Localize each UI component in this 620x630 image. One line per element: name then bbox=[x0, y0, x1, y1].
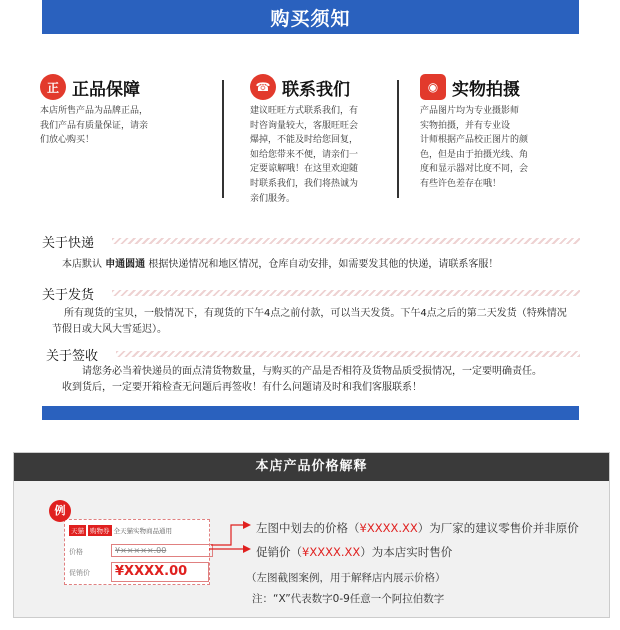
note1-pre: 左图中划去的价格（ bbox=[256, 521, 360, 535]
feature-columns bbox=[40, 72, 580, 210]
section-text-shipping-2: 节假日或大风大雪延迟）。 bbox=[52, 324, 167, 335]
section-stripe bbox=[116, 351, 580, 357]
example-original-price: ¥×××××.00 bbox=[115, 546, 167, 555]
example-price-label: 价格 bbox=[69, 548, 83, 556]
page-title: 购买须知 bbox=[270, 8, 351, 30]
note1-price: ¥XXXX.XX bbox=[359, 521, 418, 535]
column-contact bbox=[250, 72, 410, 210]
price-panel-title: 本店产品价格解释 bbox=[14, 453, 609, 481]
purchase-notice-banner bbox=[42, 0, 579, 34]
column-genuine bbox=[40, 72, 210, 210]
camera-icon: ◉ bbox=[420, 74, 446, 100]
phone-icon: ☎ bbox=[250, 74, 276, 100]
price-note-digit: 注：“X”代表数字0-9任意一个阿拉伯数字 bbox=[252, 593, 445, 605]
price-explanation-panel bbox=[13, 452, 610, 618]
column-photo bbox=[420, 72, 580, 210]
column-title-genuine: 正品保障 bbox=[72, 79, 140, 100]
column-text-photo: 产品图片均为专业摄影师 实物拍摄，并有专业设 计师根据产品校正图片的颜 色，但是由于拍摄光线、角 度和显示器对比度不同，会 有些许色差存在哦！ bbox=[420, 106, 529, 189]
express-carriers: 申通圆通 bbox=[105, 259, 146, 270]
price-note-original bbox=[256, 520, 579, 536]
section-text-receipt-2: 收到货后，一定要开箱检查无问题后再签收！有什么问题请及时和我们客服联系！ bbox=[62, 382, 422, 393]
coupon-tag: 购物券 bbox=[90, 527, 110, 535]
example-store-note: 全天猫实物商品通用 bbox=[113, 527, 172, 535]
price-note-promo bbox=[256, 544, 452, 560]
section-title-express: 关于快递 bbox=[42, 236, 95, 251]
section-title-shipping: 关于发货 bbox=[42, 288, 95, 303]
note2-price: ¥XXXX.XX bbox=[302, 545, 361, 559]
section-text-receipt-1: 请您务必当着快递员的面点清货物数量，与购买的产品是否相符及货物品质受损情况，一定要明确责任。 bbox=[82, 366, 542, 377]
highlight-promo-price bbox=[111, 562, 209, 582]
price-example-card bbox=[64, 519, 210, 585]
express-text-post: 根据快递情况和地区情况，仓库自动安排，如需要发其他的快递，请联系客服！ bbox=[145, 259, 499, 270]
column-title-photo: 实物拍摄 bbox=[452, 79, 520, 100]
genuine-badge-icon: 正 bbox=[40, 74, 66, 100]
column-divider bbox=[397, 80, 399, 198]
tmall-tag: 天猫 bbox=[71, 527, 84, 535]
column-title-contact: 联系我们 bbox=[282, 79, 350, 100]
example-promo-price: ¥XXXX.00 bbox=[115, 564, 188, 579]
section-divider-bar bbox=[42, 406, 579, 420]
example-badge: 例 bbox=[49, 500, 71, 522]
section-stripe bbox=[112, 290, 580, 296]
express-text-pre: 本店默认 bbox=[62, 259, 106, 270]
section-title-receipt: 关于签收 bbox=[46, 349, 99, 364]
highlight-original-price bbox=[111, 544, 213, 557]
column-text-contact: 建议旺旺方式联系我们，有 时咨询量较大，客服旺旺会 爆掉，不能及时给您回复， 如给您带来不便，请亲们一 定要谅解哦！在这里欢迎随 时联系我们，我们将热诚为 亲们服务。 bbox=[250, 106, 359, 204]
note2-pre: 促销价（ bbox=[256, 545, 302, 559]
column-divider bbox=[222, 80, 224, 198]
example-tag-row bbox=[69, 525, 172, 536]
note2-post: ）为本店实时售价 bbox=[360, 545, 453, 559]
section-stripe bbox=[112, 238, 580, 244]
column-text-genuine: 本店所售产品为品牌正品， 我们产品有质量保证，请亲 们放心购买！ bbox=[40, 106, 149, 146]
section-text-express bbox=[62, 256, 498, 273]
section-text-shipping-1: 所有现货的宝贝，一般情况下，有现货的下午4点之前付款，可以当天发货。下午4点之后的第二天发货（特殊情况 bbox=[64, 308, 567, 319]
price-note-example: （左图截图案例，用于解释店内展示价格） bbox=[246, 572, 446, 584]
note1-post: ）为厂家的建议零售价并非原价 bbox=[417, 521, 579, 535]
example-promo-label: 促销价 bbox=[69, 569, 90, 577]
